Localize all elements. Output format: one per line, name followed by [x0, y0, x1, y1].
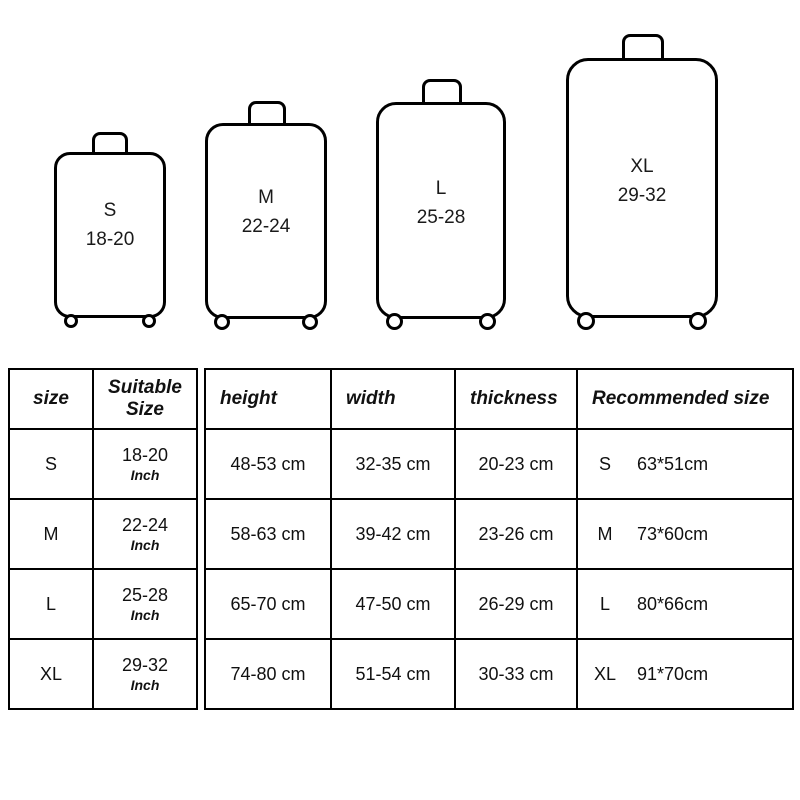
luggage-label-group: [54, 196, 166, 255]
luggage-size-illustrations: [0, 0, 800, 352]
cell-height: 65-70 cm: [205, 569, 331, 639]
suitable-value: 18-20: [121, 445, 169, 465]
recommended-size-label: L: [599, 593, 610, 614]
table-row: [9, 429, 197, 499]
luggage-handle-icon: [622, 34, 664, 60]
luggage-size-label: M: [258, 187, 274, 208]
table-row: [205, 429, 793, 499]
luggage-case-xl: [566, 58, 718, 318]
luggage-handle-icon: [422, 79, 462, 104]
specification-table: [204, 368, 794, 710]
cell-suitable-size: [93, 429, 197, 499]
cell-recommended: [577, 569, 793, 639]
cell-recommended: [577, 639, 793, 709]
suitable-unit: Inch: [130, 607, 160, 623]
luggage-inch-range: 22-24: [241, 216, 291, 238]
luggage-label-group: [376, 174, 506, 233]
luggage-inch-range: 29-32: [617, 185, 667, 207]
luggage-wheel-icon: [479, 313, 496, 330]
cell-height: 48-53 cm: [205, 429, 331, 499]
table-row: [205, 499, 793, 569]
suitable-value: 25-28: [121, 585, 169, 605]
recommended-dimensions: 80*66cm: [637, 593, 709, 614]
recommended-dimensions: 73*60cm: [637, 523, 709, 544]
size-table: [8, 368, 198, 710]
cell-recommended: [577, 429, 793, 499]
luggage-handle-icon: [248, 101, 286, 125]
column-header-height: height: [205, 369, 331, 429]
cell-width: 39-42 cm: [331, 499, 455, 569]
luggage-case-s: [54, 152, 166, 318]
luggage-label-group: [566, 152, 718, 211]
recommended-size-label: S: [598, 453, 611, 474]
luggage-case-m: [205, 123, 327, 319]
table-row: [9, 639, 197, 709]
table-row: [205, 569, 793, 639]
luggage-handle-icon: [92, 132, 128, 154]
table-row: [9, 499, 197, 569]
cell-thickness: 20-23 cm: [455, 429, 577, 499]
cell-height: 74-80 cm: [205, 639, 331, 709]
cell-size: M: [9, 499, 93, 569]
luggage-size-label: S: [103, 200, 117, 221]
cell-suitable-size: [93, 639, 197, 709]
recommended-size-label: XL: [593, 663, 617, 684]
table-header-row: [205, 369, 793, 429]
table-row: [205, 639, 793, 709]
luggage-inch-range: 25-28: [416, 207, 466, 229]
cell-width: 32-35 cm: [331, 429, 455, 499]
cell-size: XL: [9, 639, 93, 709]
recommended-dimensions: 91*70cm: [637, 663, 709, 684]
cell-suitable-size: [93, 569, 197, 639]
luggage-wheel-icon: [577, 312, 595, 330]
cell-size: S: [9, 429, 93, 499]
cell-suitable-size: [93, 499, 197, 569]
luggage-wheel-icon: [64, 314, 78, 328]
luggage-size-label: XL: [630, 156, 654, 177]
recommended-size-label: M: [597, 523, 613, 544]
luggage-wheel-icon: [302, 314, 318, 330]
column-header-thickness: thickness: [455, 369, 577, 429]
cell-recommended: [577, 499, 793, 569]
luggage-wheel-icon: [689, 312, 707, 330]
column-header-recommended-size: Recommended size: [577, 369, 793, 429]
luggage-wheel-icon: [142, 314, 156, 328]
cell-thickness: 23-26 cm: [455, 499, 577, 569]
column-header-width: width: [331, 369, 455, 429]
cell-height: 58-63 cm: [205, 499, 331, 569]
luggage-label-group: [205, 183, 327, 242]
recommended-dimensions: 63*51cm: [637, 453, 709, 474]
table-header-row: [9, 369, 197, 429]
suitable-unit: Inch: [130, 537, 160, 553]
cell-width: 47-50 cm: [331, 569, 455, 639]
luggage-wheel-icon: [214, 314, 230, 330]
cell-width: 51-54 cm: [331, 639, 455, 709]
cell-size: L: [9, 569, 93, 639]
table-row: [9, 569, 197, 639]
suitable-value: 22-24: [121, 515, 169, 535]
suitable-value: 29-32: [121, 655, 169, 675]
luggage-wheel-icon: [386, 313, 403, 330]
suitable-unit: Inch: [130, 677, 160, 693]
luggage-inch-range: 18-20: [85, 229, 135, 251]
luggage-size-label: L: [435, 178, 447, 199]
column-header-suitable-size: Suitable Size: [93, 369, 197, 429]
suitable-unit: Inch: [130, 467, 160, 483]
cell-thickness: 26-29 cm: [455, 569, 577, 639]
luggage-case-l: [376, 102, 506, 319]
column-header-size: size: [9, 369, 93, 429]
cell-thickness: 30-33 cm: [455, 639, 577, 709]
